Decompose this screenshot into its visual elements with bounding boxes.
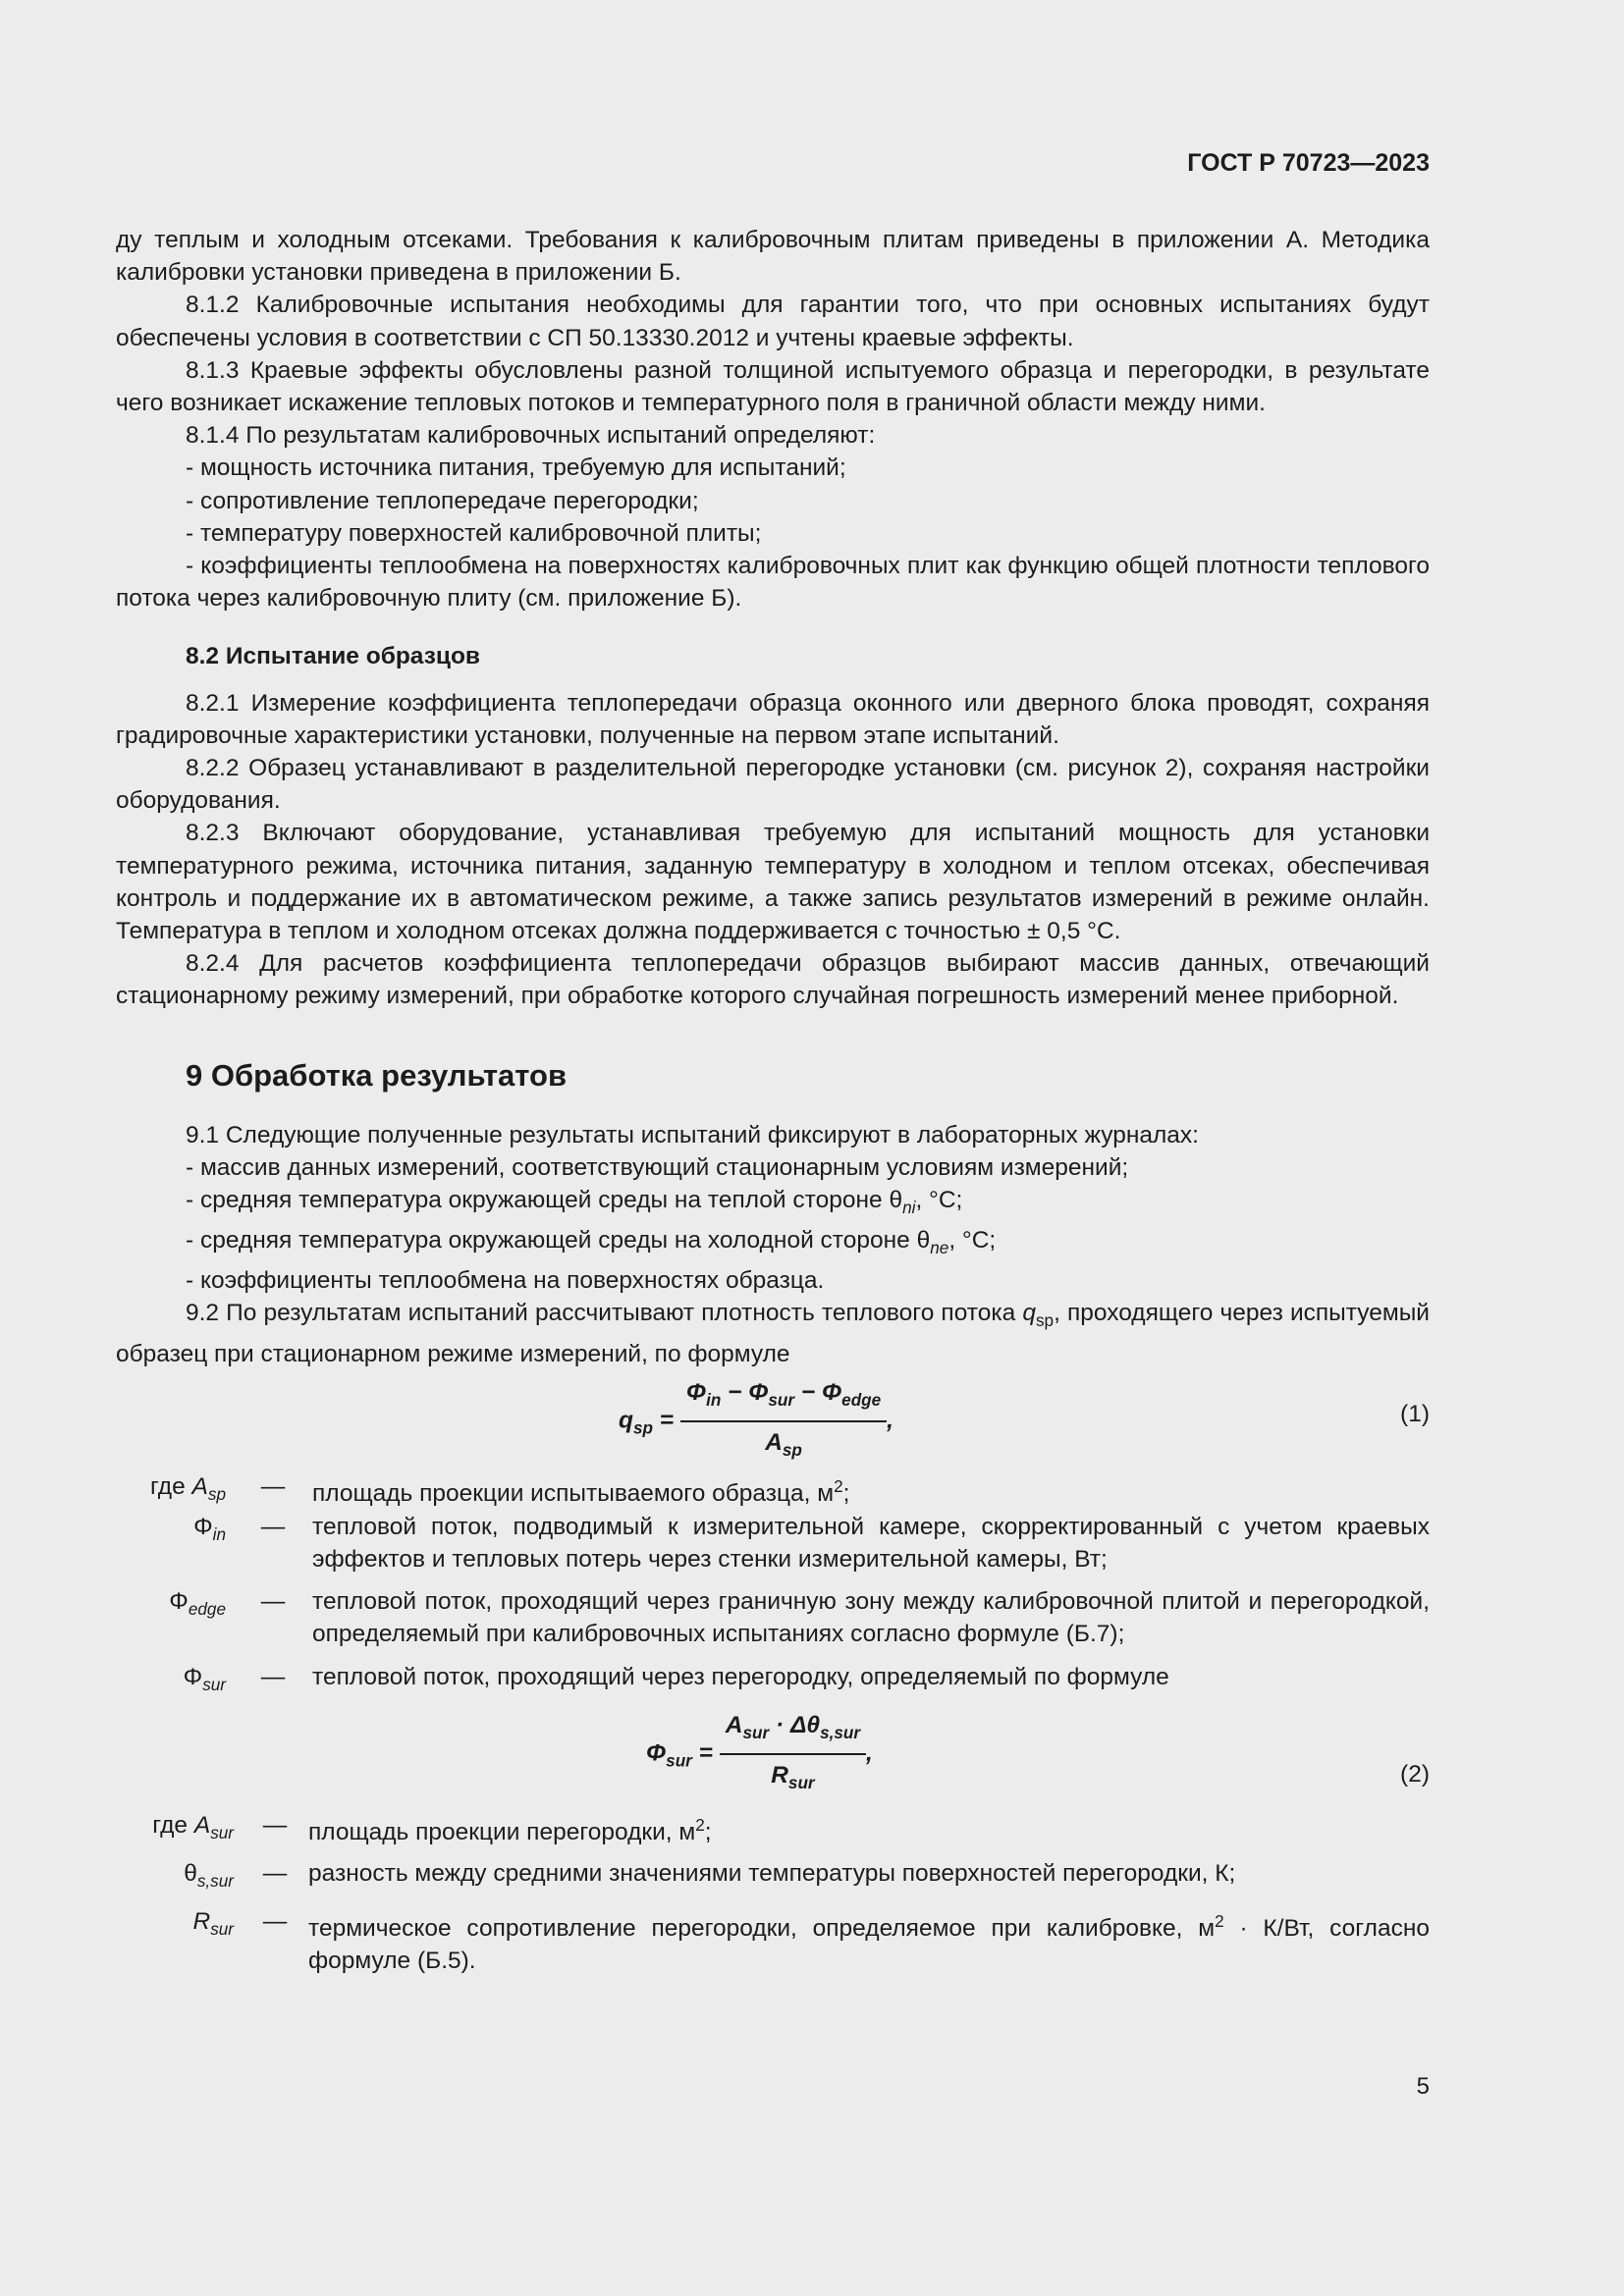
symbol: $\Phi_{edge}$ bbox=[169, 1588, 226, 1620]
page-number: 5 bbox=[1416, 2073, 1430, 2100]
paragraph: 8.1.3 Краевые эффекты обусловлены разной толщиной испытуемого образца и перегородки, в результате чего возникает искажение тепловых потоков и температурного поля в граничной области между ними. bbox=[116, 356, 1430, 417]
section-heading-8-2: 8.2 Испытание образцов bbox=[186, 643, 480, 670]
list-item: - массив данных измерений, соответствующий стационарным условиям измерений; bbox=[186, 1153, 1129, 1181]
symbol-description: площадь проекции перегородки, $м^2$; bbox=[308, 1814, 712, 1845]
formula-1: $q_{sp}$ = $\frac{\Phi_{in} - \Phi_{sur} - \Phi_{edge}}{A_{sp}}$ , (1) bbox=[116, 1376, 1430, 1461]
where-list-1: где $A_{sp}$ — площадь проекции испытываемого образца, $м^2$; $\Phi_{in}$ — тепловой поток, подводимый к измерительной камере, скорректированный с учетом краевых эффектов и тепловых потерь через стенки измерительной камеры, Вт; $\Phi_{edge}$ — тепловой поток, проходящий через граничную зону между калибровочной плитой и перегородкой, определяемый при калибровочных испытаниях согласно формуле (Б.7); $\Phi_{sur}$ — тепловой поток, проходящий через перегородку, определяемый по формуле bbox=[116, 1470, 1430, 1701]
paragraph: 8.2.3 Включают оборудование, устанавливая требуемую для испытаний мощность для установки температурного режима, источника питания, заданную температуру в холодном и теплом отсеках, обеспечивая контроль и поддержание их в автоматическом режиме, а также запись результатов измерений в режиме онлайн. Температура в теплом и холодном отсеках должна поддерживается с точностью ± 0,5 °С. bbox=[116, 820, 1430, 945]
list-item: - температуру поверхностей калибровочной плиты; bbox=[186, 519, 762, 547]
symbol-description: термическое сопротивление перегородки, определяемое при калибровке, $м^2 \cdot К/Вт$, согласно формуле (Б.5). bbox=[308, 1910, 1431, 1975]
list-item: - коэффициенты теплообмена на поверхностях образца. bbox=[186, 1267, 825, 1295]
symbol-description: тепловой поток, проходящий через граничную зону между калибровочной плитой и перегородкой, определяемый при калибровочных испытаниях согласно формуле (Б.7); bbox=[312, 1588, 1430, 1648]
paragraph: ду теплым и холодным отсеками. Требования к калибровочным плитам приведены в приложении А. Методика калибровки установки приведена в приложении Б. bbox=[116, 227, 1430, 287]
formula-number: (2) bbox=[1400, 1760, 1430, 1788]
list-item: - мощность источника питания, требуемую для испытаний; bbox=[186, 454, 846, 482]
list-item: - сопротивление теплопередаче перегородки; bbox=[186, 487, 699, 514]
list-item: - средняя температура окружающей среды на теплой стороне $\theta_{ni}$, °С; bbox=[186, 1187, 963, 1217]
list-item: - средняя температура окружающей среды на холодной стороне $\theta_{ne}$, °С; bbox=[186, 1227, 997, 1258]
symbol-description: тепловой поток, проходящий через перегородку, определяемый по формуле bbox=[312, 1663, 1169, 1690]
paragraph: 9.2 По результатам испытаний рассчитывают плотность теплового потока $q_{sp}$, проходящего через испытуемый образец при стационарном режиме измерений, по формуле bbox=[116, 1300, 1430, 1367]
paragraph: 8.2.1 Измерение коэффициента теплопередачи образца оконного или дверного блока проводят, сохраняя градировочные характеристики установки, полученные на первом этапе испытаний. bbox=[116, 689, 1430, 749]
symbol: $R_{sur}$ bbox=[192, 1907, 234, 1939]
paragraph: 8.2.4 Для расчетов коэффициента теплопередачи образцов выбирают массив данных, отвечающий стационарному режиму измерений, при обработке которого случайная погрешность измерений менее приборной. bbox=[116, 950, 1430, 1010]
formula-1-fraction: $\frac{\Phi_{in} - \Phi_{sur} - \Phi_{edge}}{A_{sp}}$ bbox=[680, 1376, 887, 1467]
paragraph: 8.2.2 Образец устанавливают в разделительной перегородке установки (см. рисунок 2), сохраняя настройки оборудования. bbox=[116, 755, 1430, 815]
symbol: где $A_{sp}$ bbox=[149, 1472, 226, 1504]
symbol: $\Phi_{sur}$ bbox=[183, 1663, 226, 1694]
list-item: - коэффициенты теплообмена на поверхностях калибровочных плит как функцию общей плотности теплового потока через калибровочную плиту (см. приложение Б). bbox=[116, 553, 1430, 613]
symbol: $\Phi_{in}$ bbox=[193, 1513, 226, 1544]
formula-2: $\Phi_{sur}$ = $\frac{A_{sur} \cdot \Delta\theta_{s,sur}}{R_{sur}}$ , (2) bbox=[116, 1709, 1430, 1799]
symbol: $\theta_{s,sur}$ bbox=[184, 1859, 234, 1891]
formula-number: (1) bbox=[1400, 1400, 1430, 1427]
paragraph: 9.1 Следующие полученные результаты испытаний фиксируют в лабораторных журналах: bbox=[186, 1121, 1199, 1148]
standard-header: ГОСТ Р 70723—2023 bbox=[1187, 149, 1430, 177]
formula-2-fraction: $\frac{A_{sur} \cdot \Delta\theta_{s,sur}}{R_{sur}}$ bbox=[720, 1709, 866, 1799]
section-heading-9: 9 Обработка результатов bbox=[186, 1057, 568, 1093]
symbol: где $A_{sur}$ bbox=[152, 1811, 234, 1842]
paragraph: 8.1.4 По результатам калибровочных испытаний определяют: bbox=[186, 422, 876, 450]
document-body bbox=[116, 224, 1430, 1986]
paragraph: 8.1.2 Калибровочные испытания необходимы для гарантии того, что при основных испытаниях будут обеспечены условия в соответствии с СП 50.13330.2012 и учтены краевые эффекты. bbox=[116, 292, 1430, 351]
symbol-description: разность между средними значениями температуры поверхностей перегородки, К; bbox=[308, 1859, 1236, 1887]
symbol-description: тепловой поток, подводимый к измерительной камере, скорректированный с учетом краевых эффектов и тепловых потерь через стенки измерительной камеры, Вт; bbox=[312, 1513, 1430, 1574]
where-list-2: где $A_{sur}$ — площадь проекции перегородки, $м^2$; $\theta_{s,sur}$ — разность между средними значениями температуры поверхностей перегородки, К; $R_{sur}$ — термическое сопротивление перегородки, определяемое при калибровке, $м^2 \cdot К/Вт$, согласно формуле (Б.5). bbox=[116, 1809, 1430, 1978]
symbol-description: площадь проекции испытываемого образца, $м^2$; bbox=[312, 1475, 850, 1507]
